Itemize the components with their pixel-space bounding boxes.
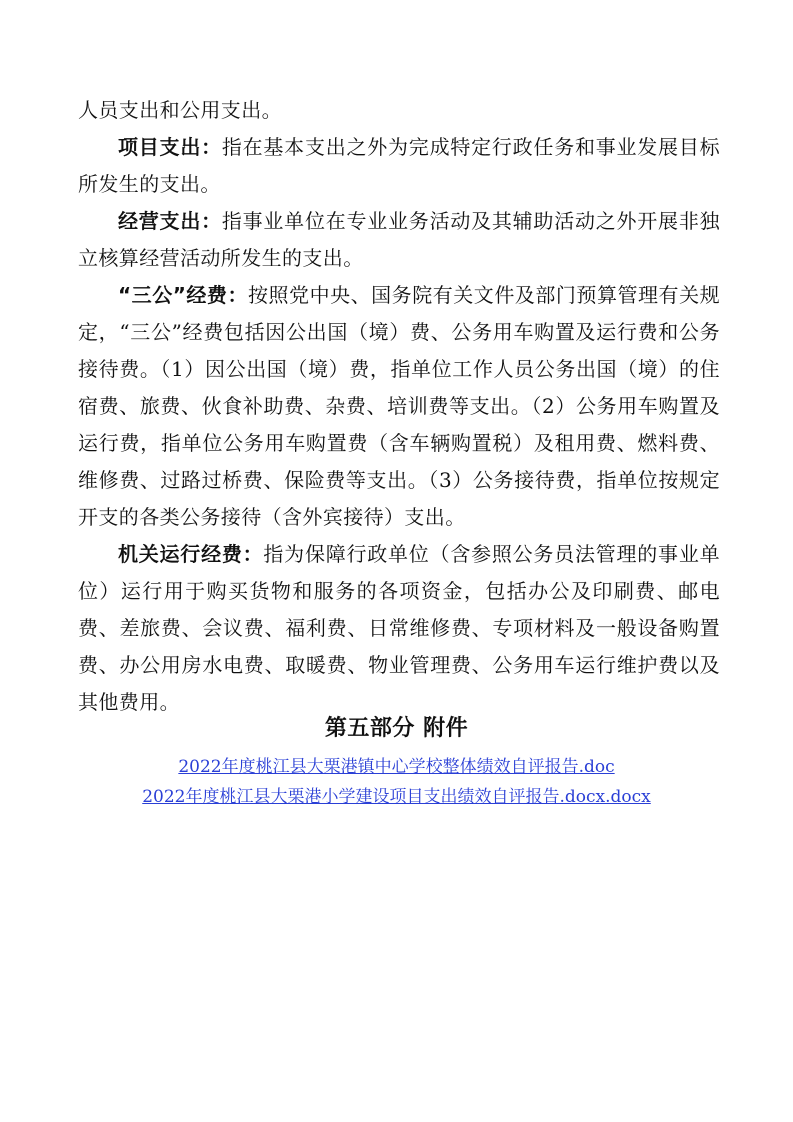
attachment-link-project-report[interactable]: 2022年度桃江县大栗港小学建设项目支出绩效自评报告.docx.docx: [142, 787, 651, 807]
paragraph-text: 人员支出和公用支出。: [78, 98, 282, 122]
paragraph-continuation: [78, 92, 720, 129]
attachment-item: [0, 782, 793, 812]
definition-operating-expenditure: 指事业单位在专业业务活动及其辅助活动之外开展非独立核算经营活动所发生的支出。: [78, 209, 720, 270]
term-agency-operating-funds: 机关运行经费：: [118, 542, 264, 566]
paragraph-operating-expenditure: [78, 203, 720, 277]
term-operating-expenditure: 经营支出：: [118, 209, 222, 233]
definition-project-expenditure: 指在基本支出之外为完成特定行政任务和事业发展目标所发生的支出。: [78, 135, 720, 196]
body-text: [78, 92, 720, 721]
attachment-link-overall-report[interactable]: 2022年度桃江县大栗港镇中心学校整体绩效自评报告.doc: [178, 757, 615, 777]
definition-agency-operating-funds: 指为保障行政单位（含参照公务员法管理的事业单位）运行用于购买货物和服务的各项资金，包括办公及印刷费、邮电费、差旅费、会议费、福利费、日常维修费、专项材料及一般设备购置费、办公用房水电费、取暖费、物业管理费、公务用车运行维护费以及其他费用。: [78, 542, 720, 714]
definition-three-public-funds: 按照党中央、国务院有关文件及部门预算管理有关规定，“三公”经费包括因公出国（境）费、公务用车购置及运行费和公务接待费。（1）因公出国（境）费，指单位工作人员公务出国（境）的住宿费、旅费、伙食补助费、杂费、培训费等支出。（2）公务用车购置及运行费，指单位公务用车购置费（含车辆购置税）及租用费、燃料费、维修费、过路过桥费、保险费等支出。（3）公务接待费，指单位按规定开支的各类公务接待（含外宾接待）支出。: [78, 283, 720, 529]
section-title: 第五部分 附件: [324, 716, 469, 741]
term-three-public-funds: “三公”经费：: [118, 283, 248, 307]
paragraph-three-public-funds: [78, 277, 720, 536]
term-project-expenditure: 项目支出：: [118, 135, 222, 159]
paragraph-agency-operating-funds: [78, 536, 720, 721]
paragraph-project-expenditure: [78, 129, 720, 203]
attachment-list: [0, 752, 793, 812]
attachment-item: [0, 752, 793, 782]
